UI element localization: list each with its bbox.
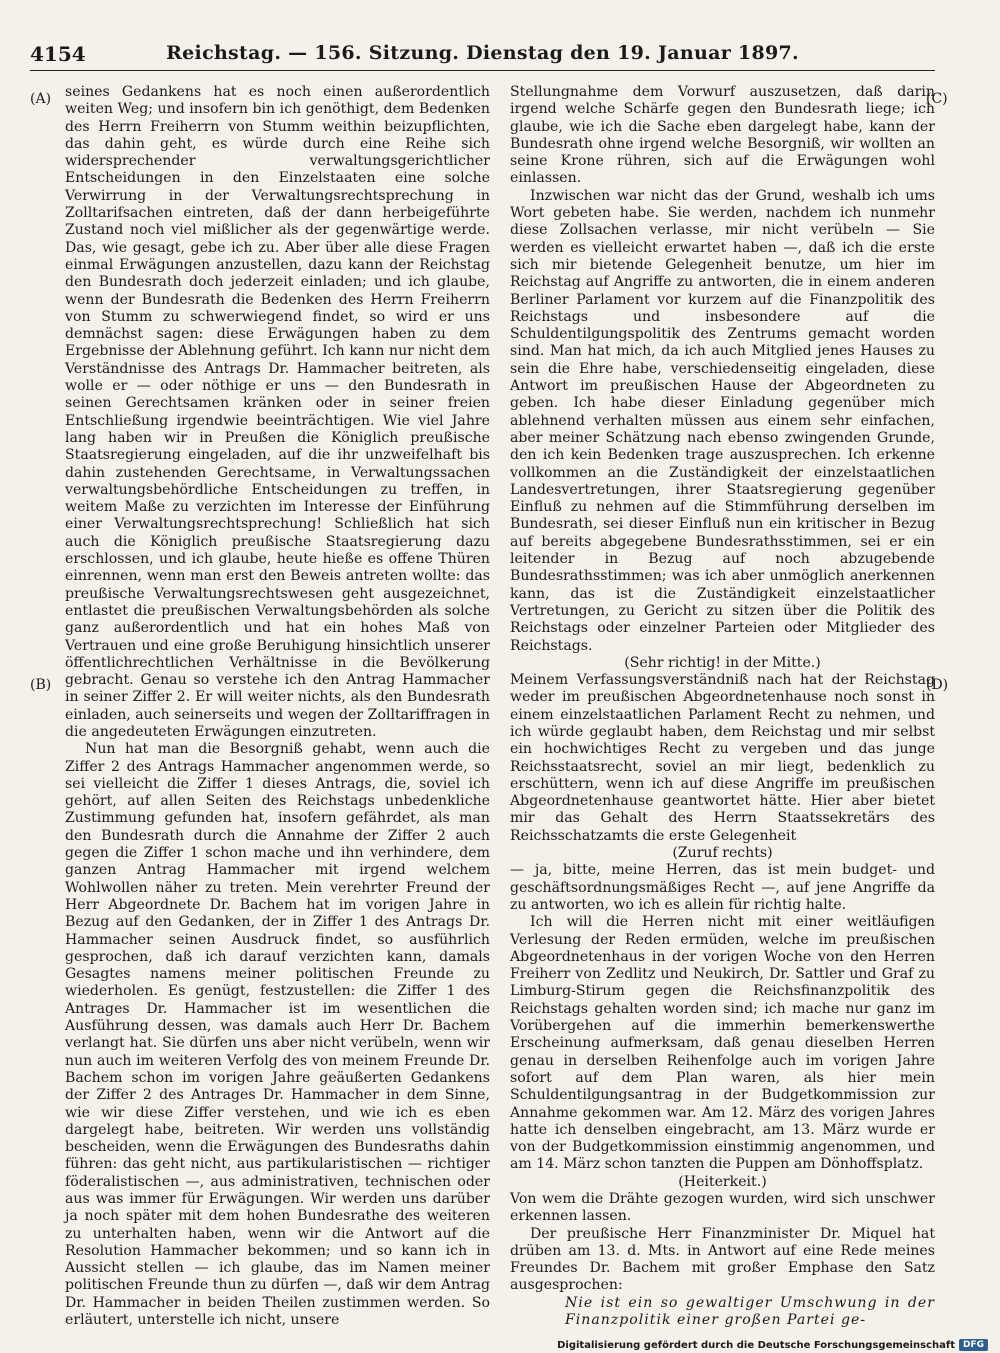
footer <box>557 1339 988 1351</box>
paragraph: Der preußische Herr Finanzminister Dr. Miquel hat drüben am 13. d. Mts. in Antwort auf eine Rede meines Freundes Dr. Bachem mit großer Emphase den Satz ausgesprochen: <box>510 1225 935 1294</box>
paragraph: — ja, bitte, meine Herren, das ist mein budget- und geschäftsordnungsmäßiges Recht —, auf jene Angriffe da zu antworten, wo ich es allein für richtig halte. <box>510 862 935 913</box>
interjection: (Heiterkeit.) <box>678 1173 767 1190</box>
block-quote: Nie ist ein so gewaltiger Umschwung in der Finanzpolitik einer großen Partei ge- <box>565 1294 935 1329</box>
paragraph: Stellungnahme dem Vorwurf auszusetzen, daß darin irgend welche Schärfe gegen den Bundesrath liege; ich glaube, wie ich die Sache eben dargelegt habe, kann der Bundesrath ohne irgend welche Besorgniß, wir wollten an seine Krone rühren, sich auf die Erwägungen wohl einlassen. <box>510 84 935 187</box>
interjection: (Sehr richtig! in der Mitte.) <box>624 654 821 671</box>
margin-marker-b: (B) <box>30 677 52 693</box>
paragraph: seines Gedankens hat es noch einen außerordentlich weiten Weg; und insofern bin ich genöthigt, dem Bedenken des Herrn Freiherrn von Stumm weithin beizupflichten, das dahin geht, es würde durch eine Reihe sich widersprechender verwaltungsgerichtlicher Entscheidungen in den Einzelstaaten eine solche Verwirrung in der Verwaltungsrechtsprechung in Zolltarifsachen eintreten, daß der dann herbeigeführte Zustand noch viel mißlicher als der gegenwärtige werde. Das, wie gesagt, gebe ich zu. Aber über alle diese Fragen einmal Erwägungen anzustellen, dazu kann der Reichstag den Bundesrath doch jederzeit einladen; und ich glaube, wenn der Bundesrath die Bedenken des Herrn Freiherrn von Stumm zu schwerwiegend findet, so wird er uns demnächst sagen: diese Erwägungen haben zu dem Ergebnisse der Ablehnung geführt. Ich kann nur nicht dem Verständnisse des Antrags Dr. Hammacher beitreten, als wolle er — oder nöthige er uns — den Bundesrath in seinen Gerechtsamen kränken oder in seiner freien Entschließung irgendwie beeinträchtigen. Wie viel Jahre lang haben wir in Preußen die Königlich preußische Staatsregierung eingeladen, auf die ihr unzweifelhaft bis dahin zustehenden Gerechtsame, in Verwaltungssachen verwaltungsbehördliche Entscheidungen zu treffen, in weitem Maße zu verzichten im Interesse der Einführung einer Verwaltungsrechtsprechung! Schließlich hat sich auch die Königlich preußische Staatsregierung dazu erschlossen, und ich glaube, heute hieße es offene Thüren einrennen, wenn man erst den Beweis antreten wollte: das preußische Verwaltungsrechtswesen geht ausgezeichnet, entlastet die preußischen Verwaltungsbehörden als solche ganz außerordentlich und hat ein hohes Maß von Vertrauen und eine große Beruhigung hinsichtlich unserer öffentlichrechtlichen Verhältnisse in die Bevölkerung gebracht. Genau so verstehe ich den Antrag Hammacher in seiner Ziffer 2. Er will weiter nichts, als den Bundesrath einladen, auch seinerseits und wegen der Zolltariffragen in die angedeuteten Erwägungen einzutreten. <box>65 84 490 740</box>
page-header <box>30 36 935 71</box>
page-number: 4154 <box>30 42 86 66</box>
paragraph: Ich will die Herren nicht mit einer weitläufigen Verlesung der Reden ermüden, welche im preußischen Abgeordnetenhaus in der vorigen Woche von den Herren Freiherr von Zedlitz und Neukirch, Dr. Sattler und Graf zu Limburg-Stirum gegen die Reichsfinanzpolitik des Reichstags gehalten worden sind; ich mache nur ganz im Vorübergehen auf die immerhin bemerkenswerthe Erscheinung aufmerksam, daß genau dieselben Herren genau in derselben Reihenfolge auch im vorigen Jahre sofort auf dem Plan waren, als hier mein Schuldentilgungsantrag in der Budgetkommission zur Annahme gekommen war. Am 12. März des vorigen Jahres hatte ich denselben eingebracht, am 13. März wurde er von der Budgetkommission einstimmig angenommen, und am 14. März schon tanzten die Puppen am Dönhoffsplatz. <box>510 914 935 1173</box>
paragraph: Nun hat man die Besorgniß gehabt, wenn auch die Ziffer 2 des Antrags Hammacher angenommen werde, so sei vielleicht die Ziffer 1 dieses Antrags, die, soviel ich gehört, auf allen Seiten des Reichstags unbedenkliche Zustimmung gefunden hat, insofern gefährdet, als man den Bundesrath durch die Annahme der Ziffer 2 auch gegen die Ziffer 1 schon mache und ihn verhindere, dem ganzen Antrag Hammacher mit irgend welchem Wohlwollen näher zu treten. Mein verehrter Freund der Herr Abgeordnete Dr. Bachem hat im vorigen Jahre in Bezug auf den Gedanken, der in Ziffer 1 des Antrags Dr. Hammacher seinen Ausdruck findet, so ausführlich gesprochen, daß ich darauf verzichten kann, damals Gesagtes namens meiner politischen Freunde zu wiederholen. Es genügt, festzustellen: die Ziffer 1 des Antrages Dr. Hammacher ist im wesentlichen die Ausführung dessen, was damals auch Herr Dr. Bachem verlangt hat. Sie dürfen uns aber nicht verübeln, wenn wir nun auch im weiteren Verfolg des von meinem Freunde Dr. Bachem schon im vorigen Jahre geäußerten Gedankens der Ziffer 2 des Antrages Dr. Hammacher in dem Sinne, wie wir diese Ziffer verstehen, und wie ich es eben dargelegt habe, beitreten. Wir werden uns vollständig bescheiden, wenn die Erwägungen des Bundesraths dahin führen: das geht nicht, aus partikularistischen — richtiger föderalistischen —, aus administrativen, technischen oder aus was immer für Erwägungen. Wir werden uns darüber ja noch später mit dem hohen Bundesrathe des weiteren zu unterhalten haben, wenn wir die Antwort auf die Resolution Hammacher bekommen; und so kann ich in Aussicht stellen — ich glaube, das im Namen meiner politischen Freunde thun zu dürfen —, daß wir dem Antrag Dr. Hammacher in beiden Theilen zustimmen werden. So erläutert, unterstelle ich nicht, unsere <box>65 741 490 1329</box>
margin-marker-c: (C) <box>926 91 948 107</box>
paragraph: Inzwischen war nicht das der Grund, weshalb ich ums Wort gebeten habe. Sie werden, nachdem ich nunmehr diese Zollsachen verlasse, mir nicht verübeln — Sie werden es vielleicht erwartet haben —, daß ich die erste sich mir bietende Gelegenheit benutze, um hier im Reichstag auf Angriffe zu antworten, die in einem anderen Berliner Parlament vor kurzem auf die Finanzpolitik des Reichstags und insbesondere auf die Schuldentilgungspolitik des Zentrums gemacht worden sind. Man hat mich, da ich auch Mitglied jenes Hauses zu sein die Ehre habe, verschiedenseitig eingeladen, diese Antwort im preußischen Hause der Abgeordneten zu geben. Ich habe dieser Einladung gegenüber mich ablehnend verhalten müssen aus einem sehr einfachen, aber meiner Schätzung nach ebenso zwingenden Grunde, den ich kein Bedenken trage auszusprechen. Ich erkenne vollkommen an die Zuständigkeit der einzelstaatlichen Landesvertretungen, ihrer Staatsregierung gegenüber Einfluß zu nehmen auf die Stimmführung derselben im Bundesrath, sei dieser Einfluß nun ein kritischer in Bezug auf bereits abgegebene Bundesrathsstimmen, sei er ein leitender in Bezug auf noch abzugebende Bundesrathsstimmen; was ich aber unmöglich anerkennen kann, das ist die Zuständigkeit einzelstaatlicher Vertretungen, zu Gericht zu sitzen über die Politik des Reichstags oder einzelner Parteien oder Mitglieder des Reichstags. <box>510 187 935 654</box>
running-title: Reichstag. — 156. Sitzung. Dienstag den 19. Januar 1897. <box>166 42 799 64</box>
margin-marker-a: (A) <box>30 91 52 107</box>
dfg-logo: DFG <box>959 1339 988 1351</box>
margin-marker-d: (D) <box>926 677 949 693</box>
footer-credit: Digitalisierung gefördert durch die Deutsche Forschungsgemeinschaft <box>557 1339 955 1351</box>
right-column <box>510 84 935 1329</box>
left-column <box>65 84 490 1329</box>
paragraph: Meinem Verfassungsverständniß nach hat der Reichstag weder im preußischen Abgeordnetenhause noch sonst in einem einzelstaatlichen Parlament Recht zu nehmen, und ich würde geglaubt haben, dem Reichstag und mir selbst ein hochwichtiges Recht zu vergeben und das junge Reichsstaatsrecht, soviel an mir liegt, bedenklich zu erschüttern, wenn ich auf diese Angriffe im preußischen Abgeordnetenhause geantwortet hätte. Hier aber bietet mir das Gehalt des Herrn Staatssekretärs des Reichsschatzamts die erste Gelegenheit <box>510 672 935 844</box>
paragraph: Von wem die Drähte gezogen wurden, wird sich unschwer erkennen lassen. <box>510 1191 935 1225</box>
interjection: (Zuruf rechts) <box>672 845 773 862</box>
